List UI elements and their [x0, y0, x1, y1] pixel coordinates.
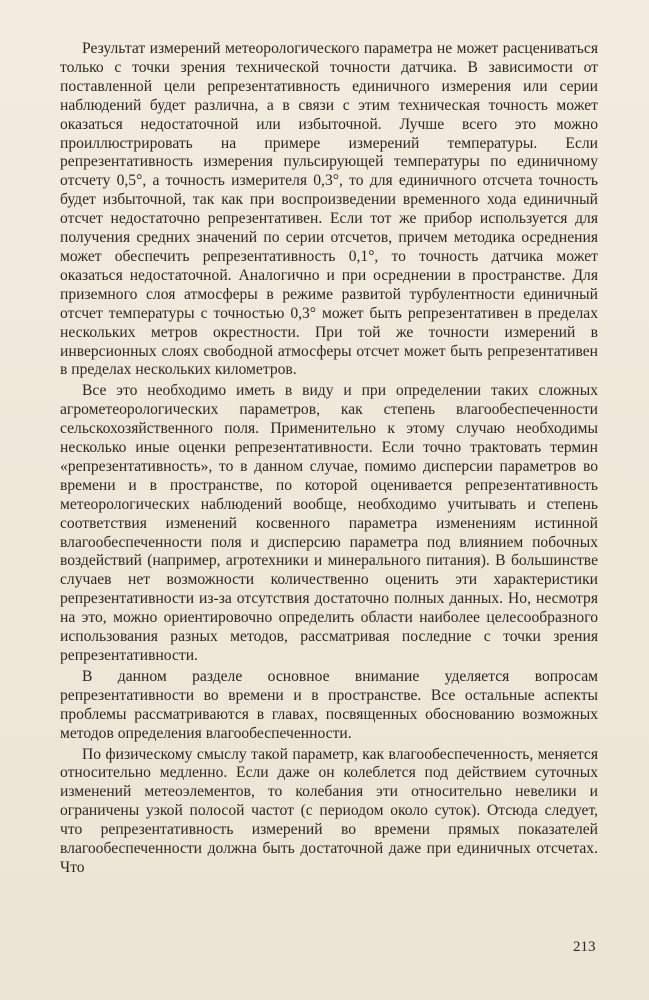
paragraph-section-focus: В данном разделе основное внимание уделяется вопросам репрезентативности во времени и в пространстве. Все остальные аспекты проблемы рассматриваются в главах, посвященных обоснованию возможных методов определения влагообеспеченности. — [60, 667, 598, 742]
body-text — [60, 40, 598, 880]
paragraph-physical-meaning: По физическому смыслу такой параметр, как влагообеспеченность, меняется относительно медленно. Если даже он колеблется под действием суточных изменений метеоэлементов, то колебания эти относительно невелики и ограничены узкой полосой частот (с периодом около суток). Отсюда следует, что репрезентативность измерений во времени прямых показателей влагообеспеченности должна быть достаточной даже при единичных отсчетах. Что — [60, 745, 598, 876]
page-number: 213 — [573, 939, 596, 955]
paragraph-representativeness-accuracy: Результат измерений метеорологического параметра не может расцениваться только с точки зрения технической точности датчика. В зависимости от поставленной цели репрезентативность единичного измерения или серии наблюдений будет различна, а в связи с этим техническая точность может оказаться недостаточной или избыточной. Лучше всего это можно проиллюстрировать на примере измерений температуры. Если репрезентативность измерения пульсирующей температуры по единичному отсчету 0,5°, а точность измерителя 0,3°, то для единичного отсчета точность будет избыточной, так как при воспроизведении временного хода единичный отсчет недостаточно репрезентативен. Если тот же прибор используется для получения средних значений по серии отсчетов, причем методика осреднения может обеспечить репрезентативность 0,1°, то точность датчика может оказаться недостаточной. Аналогично и при осреднении в пространстве. Для приземного слоя атмосферы в режиме развитой турбулентности единичный отсчет температуры с точностью 0,3° может быть репрезентативен в пределах нескольких метров окрестности. При той же точности измерений в инверсионных слоях свободной атмосферы отсчет может быть репрезентативен в пределах нескольких километров. — [60, 40, 598, 379]
paragraph-agrometeorological-parameters: Все это необходимо иметь в виду и при определении таких сложных агрометеорологических параметров, как степень влагообеспеченности сельскохозяйственного поля. Применительно к этому случаю необходимы несколько иные оценки репрезентативности. Если точно трактовать термин «репрезентативность», то в данном случае, помимо дисперсии параметров во времени и в пространстве, по которой оценивается репрезентативность метеорологических наблюдений вообще, необходимо учитывать и степень соответствия изменений косвенного параметра изменениям истинной влагообеспеченности поля и дисперсию параметра под влиянием побочных воздействий (например, агротехники и минерального питания). В большинстве случаев нет возможности количественно оценить эти характеристики репрезентативности из-за отсутствия достаточно полных данных. Но, несмотря на это, можно ориентировочно определить области наиболее целесообразного использования разных методов, рассматривая последние с точки зрения репрезентативности. — [60, 382, 598, 664]
